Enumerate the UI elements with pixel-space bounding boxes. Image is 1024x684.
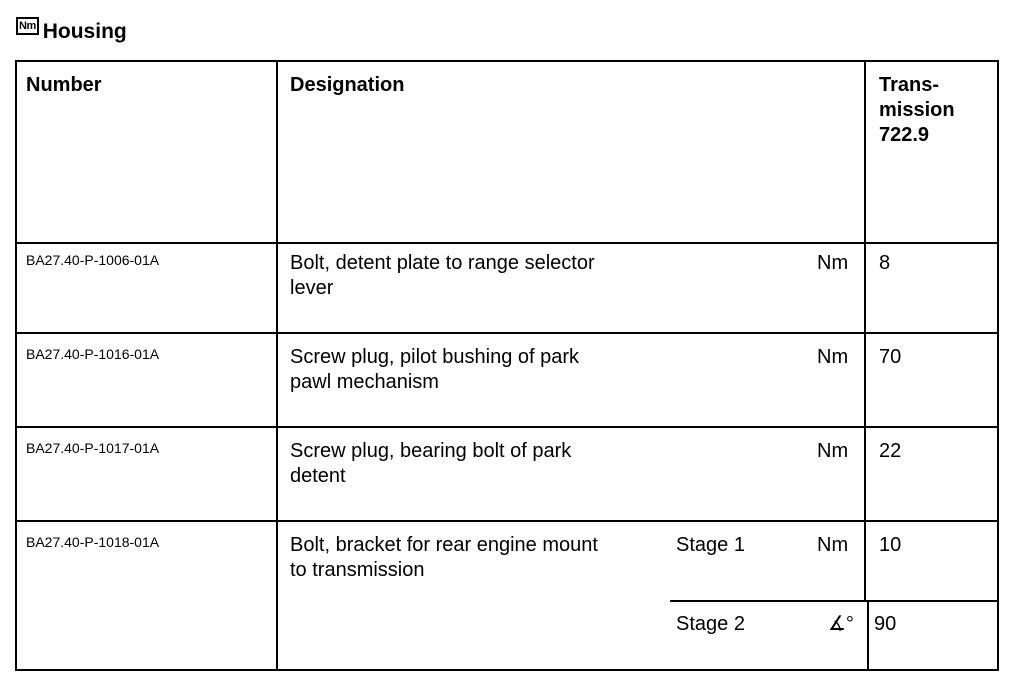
- row-unit: Nm: [817, 346, 849, 368]
- row-designation-line2: lever: [290, 277, 334, 299]
- header-transmission-line3: 722.9: [879, 124, 930, 146]
- torque-table: [15, 60, 999, 671]
- row-divider-2: [17, 426, 997, 428]
- row-divider-stage: [670, 600, 997, 602]
- angle-degree-icon: ∡°: [828, 613, 854, 635]
- row-designation-line1: Screw plug, pilot bushing of park: [290, 346, 580, 368]
- header-transmission-line2: mission: [879, 99, 955, 121]
- row-designation-line2: detent: [290, 465, 346, 487]
- row-designation-line2: pawl mechanism: [290, 371, 439, 393]
- row-divider-1: [17, 332, 997, 334]
- row-value: 22: [879, 440, 902, 462]
- row-divider-header: [17, 242, 997, 244]
- row-unit: Nm: [817, 440, 849, 462]
- row-number: BA27.40-P-1016-01A: [26, 346, 160, 362]
- row-number: BA27.40-P-1017-01A: [26, 440, 160, 456]
- row-value: 70: [879, 346, 902, 368]
- header-transmission-line1: Trans-: [879, 74, 940, 96]
- row-value: 8: [879, 252, 891, 274]
- row-divider-3: [17, 520, 997, 522]
- section-title-text: Housing: [42, 20, 127, 43]
- row-designation-line2: to transmission: [290, 559, 425, 581]
- col-divider-number: [276, 62, 278, 669]
- section-title: [16, 16, 127, 44]
- header-designation: Designation: [290, 74, 405, 96]
- row-number: BA27.40-P-1018-01A: [26, 534, 160, 550]
- header-number: Number: [26, 74, 102, 96]
- row-designation-line1: Screw plug, bearing bolt of park: [290, 440, 572, 462]
- row-designation-line1: Bolt, detent plate to range selector: [290, 252, 595, 274]
- stage-label: Stage 1: [676, 534, 745, 556]
- stage-label: Stage 2: [676, 613, 745, 635]
- row-unit: Nm: [817, 252, 849, 274]
- torque-nm-icon: Nm: [16, 17, 39, 35]
- stage-unit: Nm: [817, 534, 849, 556]
- col-divider-value-stage2: [867, 600, 869, 669]
- row-number: BA27.40-P-1006-01A: [26, 252, 160, 268]
- row-designation-line1: Bolt, bracket for rear engine mount: [290, 534, 598, 556]
- stage-value: 90: [874, 613, 897, 635]
- stage-value: 10: [879, 534, 902, 556]
